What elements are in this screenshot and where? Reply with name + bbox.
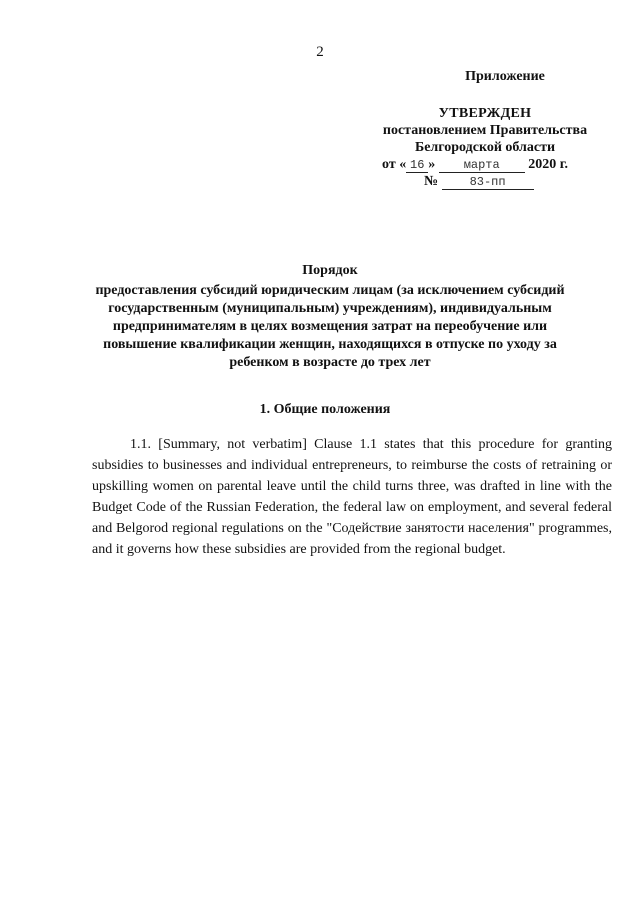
approval-number <box>424 173 610 190</box>
approved-label: УТВЕРЖДЕН <box>438 106 532 121</box>
date-mid: » <box>428 157 436 172</box>
document-subtitle: предоставления субсидий юридическим лицам (за исключением субсидий государственным (муниципальным) учреждениям), индивидуальным предпринимателям в целях возмещения затрат на переобучение или повышение квалификации женщин, находящихся в отпуске по уходу за ребенком в возрасте до трех лет <box>95 283 565 370</box>
number-label: № <box>424 174 439 189</box>
number-handwritten: 83-пп <box>442 175 534 190</box>
section-heading: 1. Общие положения <box>259 402 391 417</box>
date-prefix: от « <box>382 157 407 172</box>
section-paragraph: 1.1. [Summary, not verbatim] Clause 1.1 states that this procedure for granting subsidies to businesses and individual entrepreneurs, to reimburse the costs of retraining or upskilling women on parental leave until the child turns three, was drafted in line with the Budget Code of the Russian Federation, the federal law on employment, and several federal and Belgorod regional regulations on the "Содействие занятости населения" programmes, and it governs how these subsidies are provided from the regional budget. <box>92 437 612 557</box>
document-title: Порядок <box>302 263 358 278</box>
approval-stamp-block <box>360 68 610 190</box>
document-title-block <box>80 262 580 372</box>
date-year: 2020 г. <box>528 157 568 172</box>
approval-date <box>382 156 610 173</box>
page-number: 2 <box>316 44 324 60</box>
date-month-handwritten: марта <box>439 158 525 173</box>
date-day-handwritten: 16 <box>406 158 428 173</box>
approval-line-1: постановлением Правительства <box>382 123 588 138</box>
approval-line-2: Белгородской области <box>414 140 556 155</box>
appendix-label: Приложение <box>465 69 545 84</box>
